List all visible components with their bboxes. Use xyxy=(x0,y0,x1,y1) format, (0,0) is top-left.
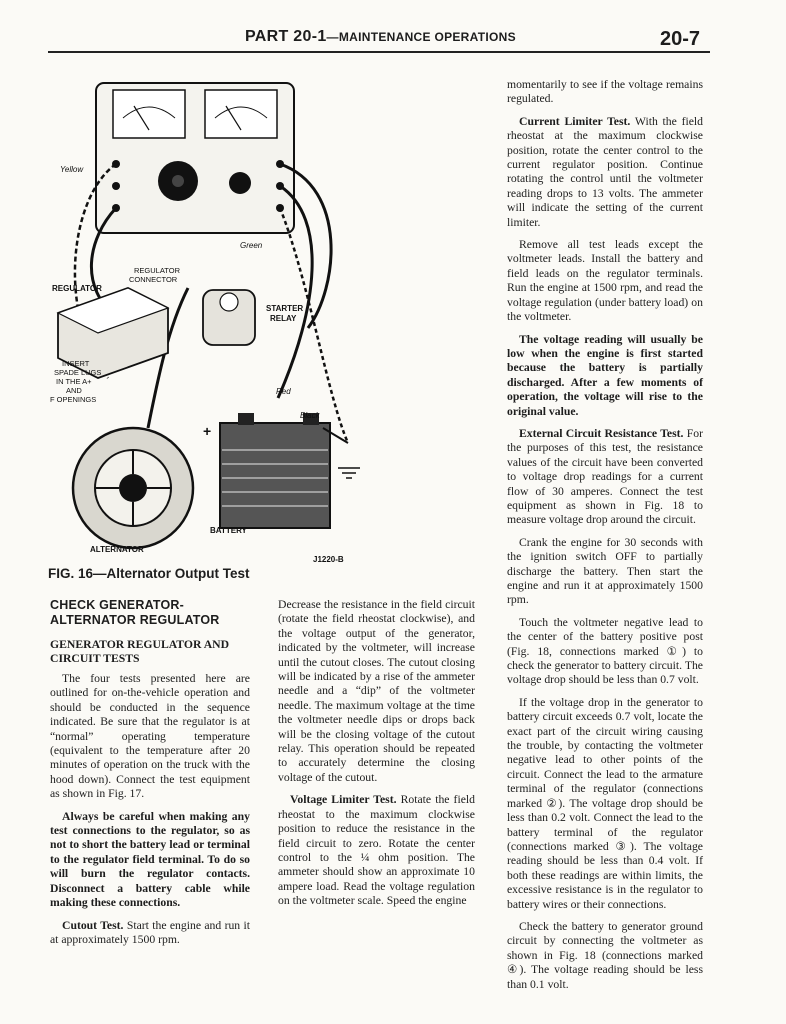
figure-caption: FIG. 16—Alternator Output Test xyxy=(48,566,250,581)
label-insert-3: IN THE A+ xyxy=(56,377,92,386)
paragraph: Voltage Limiter Test. Rotate the field rheostat to the maximum clockwise position to reduce the resistance in the field circuit to zero. Rotate the center control to the ¼ ohm position. The ammeter should show an approximate 10 ampere load. Read the voltage regulation on the voltmeter scale. Speed the engine xyxy=(278,793,475,908)
label-yellow: Yellow xyxy=(60,165,84,174)
wiring-diagram xyxy=(48,78,366,583)
header-rule xyxy=(48,51,710,53)
figure-alternator-output-test xyxy=(48,78,366,583)
label-regulator-connector-1: REGULATOR xyxy=(134,266,180,275)
label-green: Green xyxy=(240,241,263,250)
label-insert-2: SPADE LUGS xyxy=(54,368,102,377)
warning-paragraph: Always be careful when making any test connections to the regulator, so as not to short the battery lead or terminal to the regulator field terminal. To do so will burn the regulator contacts. Disconnect a battery cable while making these connections. xyxy=(50,809,250,910)
paragraph: External Circuit Resistance Test. For the purposes of this test, the resistance values of the circuit have been converted to voltage drop readings for a current flow of 30 amperes. Connect the test equipment as shown in Fig. 18 to measure voltage drop around the circuit. xyxy=(507,426,703,527)
figure-code: J1220-B xyxy=(313,555,344,564)
paragraph: Decrease the resistance in the field circuit (rotate the field rheostat clockwise), and the voltage output of the generator, indicated by the voltmeter, will increase until the cutout closes. The cutout closing will be indicated by a rise of the ammeter needle and a “dip” of the voltmeter needle. The maximum voltage at the time the voltmeter needle dips or drops back will be the closing voltage of the cutout relay. This operation should be repeated to accurately determine the closing voltage of the cutout. xyxy=(278,598,475,784)
column-3 xyxy=(507,78,703,1000)
label-red: Red xyxy=(276,387,291,396)
label-insert-5: F OPENINGS xyxy=(50,395,97,404)
section-heading: CHECK GENERATOR-ALTERNATOR REGULATOR xyxy=(50,598,220,627)
page-number: 20-7 xyxy=(660,28,701,50)
label-insert-1: INSERT xyxy=(62,359,90,368)
subsection-heading: GENERATOR REGULATOR AND CIRCUIT TESTS xyxy=(50,638,230,665)
paragraph: Current Limiter Test. With the field rheostat at the maximum clockwise position, rotate the center control to the current regulator position. Continue rotating the control until the voltmeter reading drops to 13 volts. The ammeter will indicate the setting of the current limiter. xyxy=(507,114,703,229)
label-plus: + xyxy=(203,423,212,439)
run-in-head: External Circuit Resistance Test. xyxy=(519,426,684,440)
label-regulator: REGULATOR xyxy=(52,284,102,293)
paragraph: Cutout Test. Start the engine and run it at approximately 1500 rpm. xyxy=(50,918,250,946)
label-starter-relay-2: RELAY xyxy=(270,314,297,323)
paragraph: The four tests presented here are outlined for on-the-vehicle operation and should be conducted in the sequence indicated. Be sure that the regulator is at “normal” operating temperature (equivalent to the temperature after 20 minutes of operation on the truck with the hood down). Connect the test equipment as shown in Fig. 17. xyxy=(50,672,250,801)
paragraph: Check the battery to generator ground circuit by connecting the voltmeter as shown in Fig. 18 (connections marked ④). The voltage reading should be less than 0.1 volt. xyxy=(507,919,703,991)
field-rheostat-knob xyxy=(229,172,251,194)
header-section: —MAINTENANCE OPERATIONS xyxy=(326,30,516,44)
run-in-head: Voltage Limiter Test. xyxy=(290,793,397,807)
paragraph: If the voltage drop in the generator to battery circuit exceeds 0.7 volt, locate the exact part of the circuit wiring causing the trouble, by contacting the voltmeter negative lead to other points of the circuit. Connect the lead to the armature terminal of the regulator (connections marked ②). The voltage drop should be less than 0.2 volt. Connect the lead to the battery terminal of the regulator (connections marked ③). The voltage reading should be less than 0.4 volt. If both these readings are within limits, the excessive resistance is in the regulator to battery wires or their connections. xyxy=(507,695,703,911)
run-in-head: Cutout Test. xyxy=(62,918,124,932)
label-starter-relay-1: STARTER xyxy=(266,304,304,313)
label-battery: BATTERY xyxy=(210,526,247,535)
column-2 xyxy=(278,598,475,917)
battery-body xyxy=(220,423,330,528)
running-header xyxy=(245,28,545,46)
column-1 xyxy=(50,598,250,955)
label-insert-4: AND xyxy=(66,386,82,395)
run-in-head: Current Limiter Test. xyxy=(519,114,631,128)
paragraph: Remove all test leads except the voltmeter leads. Install the battery and field leads on the regulator terminals. Run the engine at 1500 rpm, and read the voltage regulation (under battery load) on the voltmeter. xyxy=(507,238,703,324)
ammeter-dial xyxy=(113,90,185,138)
label-regulator-connector-2: CONNECTOR xyxy=(129,275,178,284)
paragraph: momentarily to see if the voltage remains regulated. xyxy=(507,78,703,106)
paragraph: Crank the engine for 30 seconds with the ignition switch OFF to partially discharge the battery. Then start the engine and run it at approximately 1500 rpm. xyxy=(507,535,703,607)
note-paragraph: The voltage reading will usually be low when the engine is first started because the battery is partially discharged. After a few moments of operation, the voltage will rise to the original value. xyxy=(507,332,703,418)
label-alternator: ALTERNATOR xyxy=(90,545,144,554)
voltmeter-dial xyxy=(205,90,277,138)
paragraph: Touch the voltmeter negative lead to the center of the battery positive post (Fig. 18, connections marked ①) to check the generator to battery circuit. The voltage drop should be less than 0.7 volt. xyxy=(507,615,703,687)
label-black: Black xyxy=(300,411,320,420)
header-part: PART 20-1 xyxy=(245,28,327,45)
